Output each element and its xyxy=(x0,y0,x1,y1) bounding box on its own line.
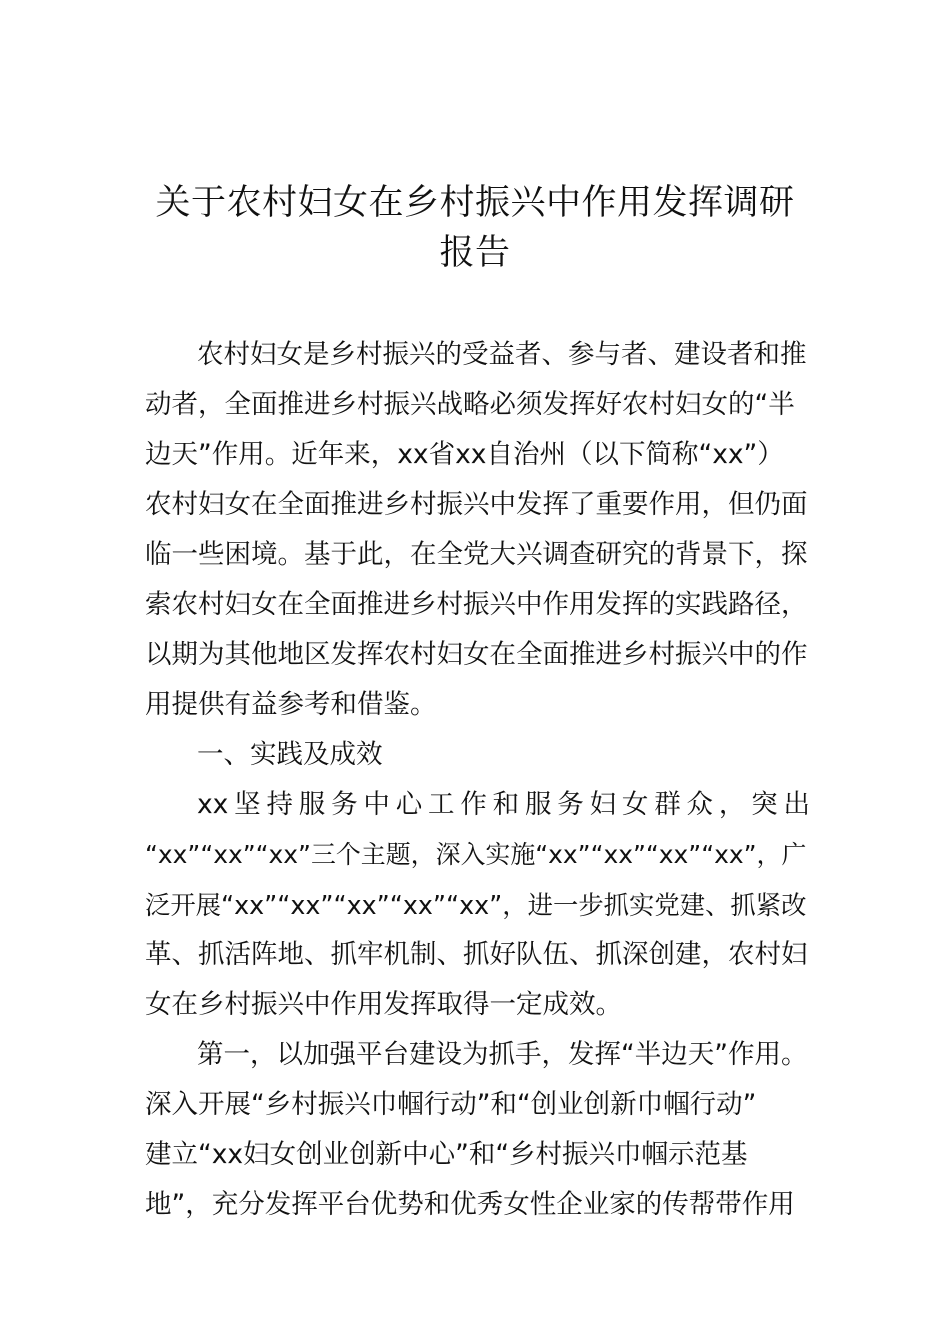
body-line-4: 农村妇女在全面推进乡村振兴中发挥了重要作用，但仍面 xyxy=(145,489,808,520)
body-line-7: 以期为其他地区发挥农村妇女在全面推进乡村振兴中的作 xyxy=(145,639,808,670)
body-line-12: 泛开展“xx”“xx”“xx”“xx”“xx”，进一步抓实党建、抓紧改 xyxy=(145,890,807,920)
document-body xyxy=(145,330,810,1230)
body-line-10: xx坚持服务中心工作和服务妇女群众，突出 xyxy=(197,789,810,820)
body-line-13: 革、抓活阵地、抓牢机制、抓好队伍、抓深创建，农村妇 xyxy=(145,939,808,970)
body-line-2: 动者，全面推进乡村振兴战略必须发挥好农村妇女的“半 xyxy=(145,389,795,420)
title-line-2: 报告 xyxy=(439,233,511,273)
body-line-1: 农村妇女是乡村振兴的受益者、参与者、建设者和推 xyxy=(197,339,807,370)
body-line-17: 建立“xx妇女创业创新中心”和“乡村振兴巾帼示范基 xyxy=(145,1139,748,1170)
body-line-15: 第一，以加强平台建设为抓手，发挥“半边天”作用。 xyxy=(197,1039,808,1070)
body-line-3: 边天”作用。近年来，xx省xx自治州（以下简称“xx”） xyxy=(145,439,784,470)
body-line-18: 地”，充分发挥平台优势和优秀女性企业家的传帮带作用 xyxy=(145,1189,795,1220)
body-line-11: “xx”“xx”“xx”三个主题，深入实施“xx”“xx”“xx”“xx”，广 xyxy=(145,840,807,869)
document-title xyxy=(120,178,830,278)
body-line-5: 临一些困境。基于此，在全党大兴调查研究的背景下，探 xyxy=(145,539,808,570)
body-line-8: 用提供有益参考和借鉴。 xyxy=(145,689,437,720)
section-heading: 一、实践及成效 xyxy=(197,739,383,770)
body-line-6: 索农村妇女在全面推进乡村振兴中作用发挥的实践路径， xyxy=(145,589,808,620)
title-line-1: 关于农村妇女在乡村振兴中作用发挥调研 xyxy=(155,183,795,223)
body-line-14: 女在乡村振兴中作用发挥取得一定成效。 xyxy=(145,989,622,1020)
body-line-16: 深入开展“乡村振兴巾帼行动”和“创业创新巾帼行动” xyxy=(145,1089,757,1120)
